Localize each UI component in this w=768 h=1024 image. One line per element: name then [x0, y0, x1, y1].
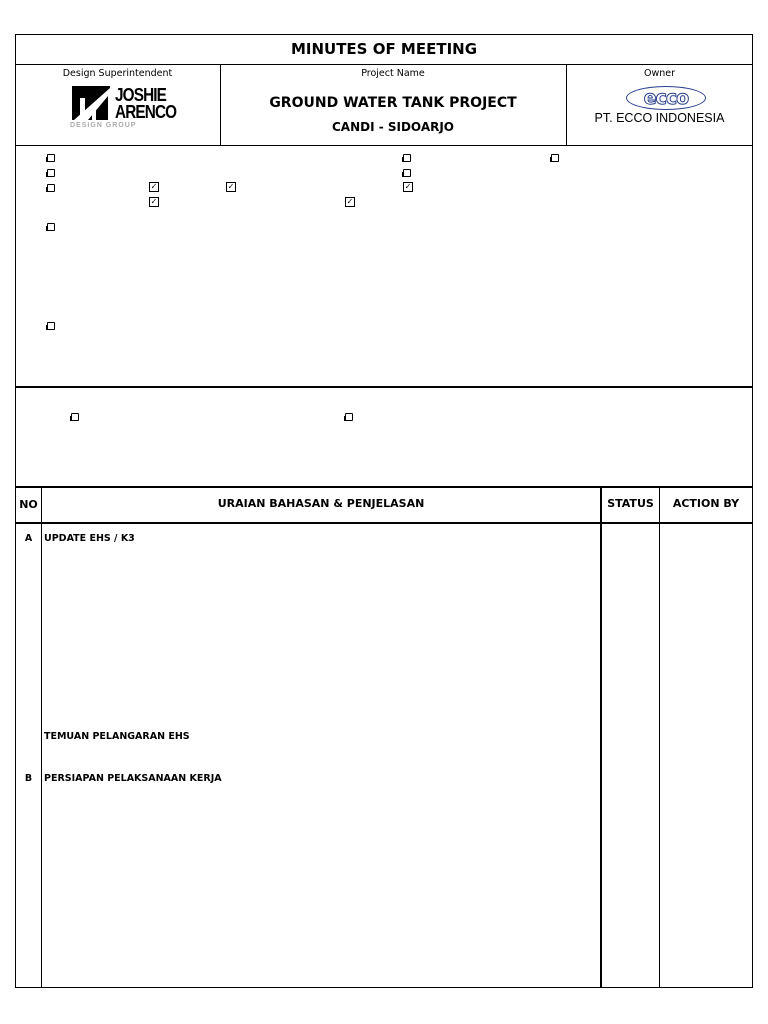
ecco-logo: ecco — [626, 86, 706, 110]
checkbox[interactable] — [551, 154, 559, 162]
table-col-no — [41, 486, 42, 987]
checked-box[interactable]: ✓ — [404, 182, 412, 191]
checkbox[interactable] — [47, 169, 55, 177]
border-top — [15, 34, 753, 35]
checkbox[interactable] — [47, 154, 55, 162]
table-col-action — [659, 486, 660, 987]
owner-name: PT. ECCO INDONESIA — [594, 111, 725, 125]
row-description: PERSIAPAN PELAKSANAAN KERJA — [44, 773, 222, 784]
owner-label: Owner — [643, 68, 676, 79]
table-header-bottom — [15, 522, 753, 524]
row-description: TEMUAN PELANGARAN EHS — [44, 731, 190, 742]
document-title: MINUTES OF MEETING — [290, 40, 478, 58]
checkbox[interactable] — [47, 322, 55, 330]
checkbox[interactable] — [403, 169, 411, 177]
divider-checklist — [15, 386, 753, 388]
checkbox[interactable] — [71, 413, 79, 421]
row-description: UPDATE EHS / K3 — [44, 533, 135, 544]
checkbox[interactable] — [403, 154, 411, 162]
checked-box[interactable]: ✓ — [150, 182, 158, 191]
project-location: CANDI - SIDOARJO — [331, 120, 455, 134]
checkbox[interactable] — [345, 413, 353, 421]
row-number: B — [24, 773, 33, 784]
column-header-status: STATUS — [607, 497, 654, 510]
checkbox[interactable] — [47, 223, 55, 231]
design-superintendent-label: Design Superintendent — [62, 68, 173, 79]
project-name-label: Project Name — [361, 68, 425, 79]
border-left — [15, 34, 16, 988]
divider-title — [15, 64, 753, 65]
checked-box[interactable]: ✓ — [227, 182, 235, 191]
border-right — [752, 34, 753, 988]
column-header-no: NO — [19, 498, 38, 511]
column-header-action-by: ACTION BY — [672, 497, 740, 510]
checked-box[interactable]: ✓ — [150, 197, 158, 206]
row-number: A — [24, 533, 33, 544]
border-bottom — [15, 987, 753, 988]
divider-attendance — [15, 486, 753, 488]
project-name: GROUND WATER TANK PROJECT — [269, 95, 517, 111]
divider-header-bottom — [15, 145, 753, 146]
checked-box[interactable]: ✓ — [346, 197, 354, 206]
table-col-status — [600, 486, 602, 987]
column-header-description: URAIAN BAHASAN & PENJELASAN — [217, 497, 425, 510]
checkbox[interactable] — [47, 184, 55, 192]
joshie-arenco-logo: JOSHIE ARENCO DESIGN GROUP — [70, 85, 177, 129]
